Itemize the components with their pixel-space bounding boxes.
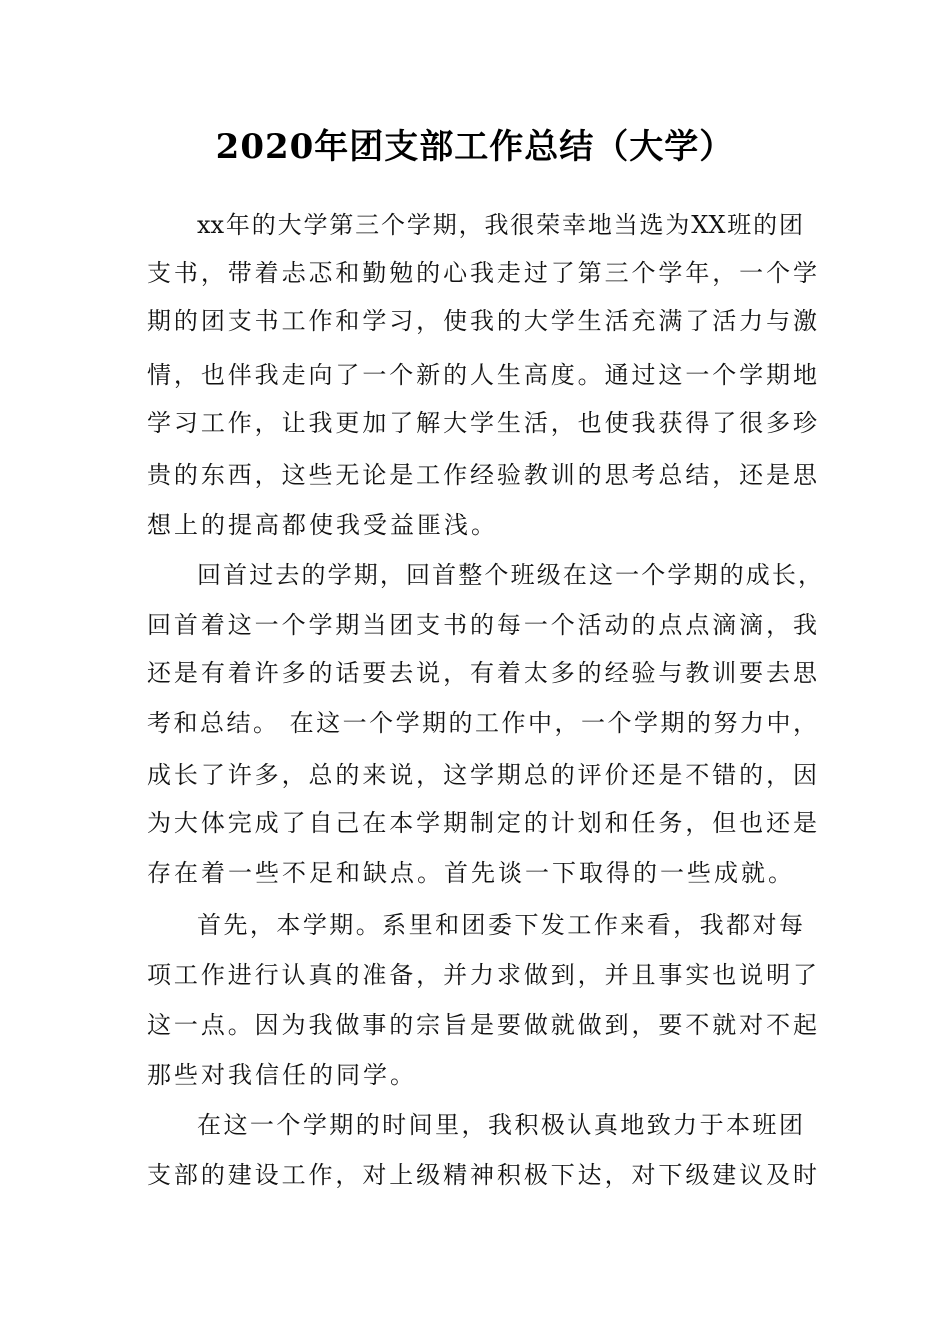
paragraph-line: 回首过去的学期，回首整个班级在这一个学期的成长， — [197, 561, 822, 589]
paragraph-line: 还是有着许多的话要去说，有着太多的经验与教训要去思 — [147, 659, 817, 687]
paragraph-line: 支书，带着忐忑和勤勉的心我走过了第三个学年，一个学 — [147, 259, 817, 287]
document-title: 2020年团支部工作总结（大学） — [215, 127, 735, 167]
paragraph-line: 期的团支书工作和学习，使我的大学生活充满了活力与激 — [147, 307, 817, 335]
paragraph-line: 那些对我信任的同学。 — [147, 1061, 417, 1089]
paragraph-line: 在这一个学期的时间里，我积极认真地致力于本班团 — [197, 1111, 803, 1139]
paragraph-line: 情，也伴我走向了一个新的人生高度。通过这一个学期地 — [147, 361, 817, 389]
paragraph-line: 存在着一些不足和缺点。首先谈一下取得的一些成就。 — [147, 859, 795, 887]
paragraph-line: 项工作进行认真的准备，并力求做到，并且事实也说明了 — [147, 961, 817, 989]
paragraph-line: 这一点。因为我做事的宗旨是要做就做到，要不就对不起 — [147, 1011, 817, 1039]
paragraph-line: 支部的建设工作，对上级精神积极下达，对下级建议及时 — [147, 1161, 817, 1189]
paragraph-line: 想上的提高都使我受益匪浅。 — [147, 511, 498, 539]
paragraph-line: 学习工作，让我更加了解大学生活，也使我获得了很多珍 — [147, 409, 817, 437]
paragraph-line: 成长了许多，总的来说，这学期总的评价还是不错的，因 — [147, 761, 817, 789]
paragraph-line: 回首着这一个学期当团支书的每一个活动的点点滴滴，我 — [147, 611, 817, 639]
paragraph-line: 为大体完成了自己在本学期制定的计划和任务，但也还是 — [147, 809, 817, 837]
paragraph-line: 贵的东西，这些无论是工作经验教训的思考总结，还是思 — [147, 461, 817, 489]
paragraph-line: xx年的大学第三个学期，我很荣幸地当选为XX班的团 — [197, 211, 803, 239]
paragraph-line: 考和总结。 在这一个学期的工作中，一个学期的努力中， — [147, 709, 817, 737]
paragraph-line: 首先，本学期。系里和团委下发工作来看，我都对每 — [197, 911, 803, 939]
